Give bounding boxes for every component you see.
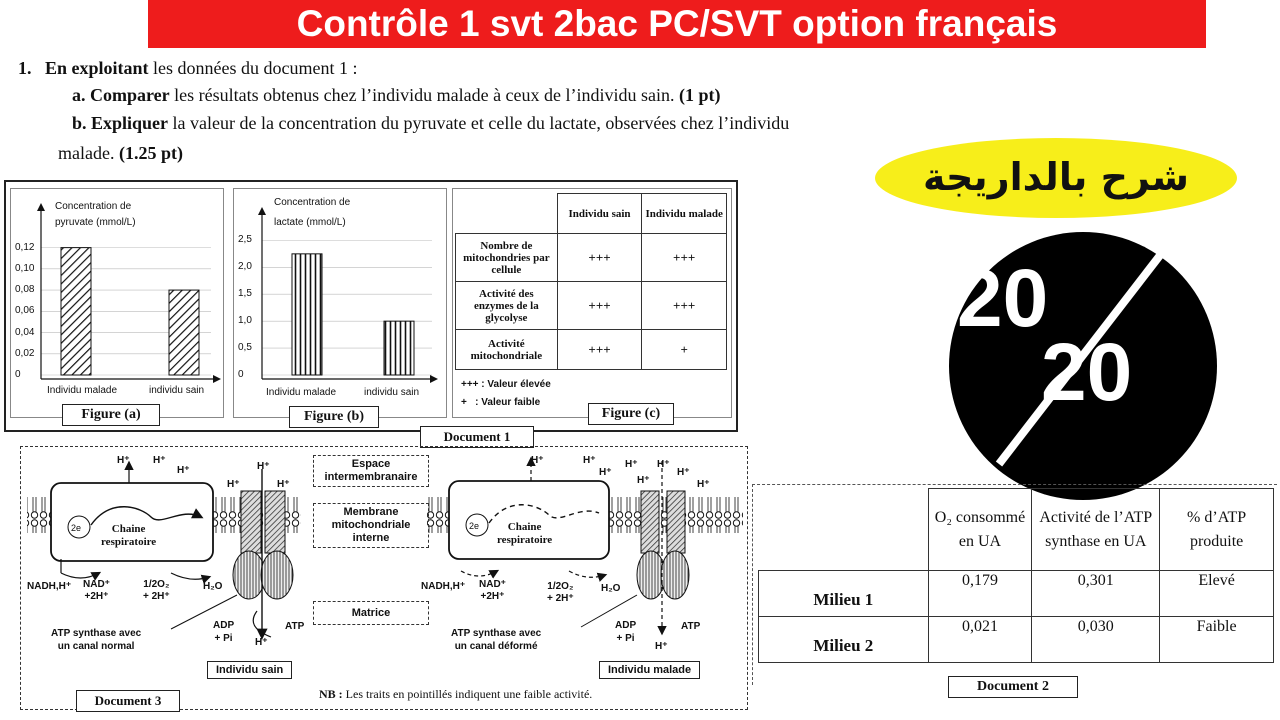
membrane-line-3: interne [352,532,390,544]
electron-label: 2e [71,523,82,533]
nad-line-2: +2H⁺ [84,591,109,602]
figure-c-row-name: Activité des enzymes de la glycolyse [456,282,558,330]
figure-b-ylabel-2: lactate (mmol/L) [274,217,346,228]
atp-synthase-right-head-b [661,551,689,599]
figure-b-cat-1: Individu malade [266,387,337,398]
question-text: malade. [58,143,119,163]
darija-explanation-badge: شرح بالداريجة [875,138,1237,218]
question-a [72,85,721,106]
espace-line-1: Espace [351,458,391,470]
adp-line-2: + Pi [616,633,635,644]
question-b [72,113,789,134]
question-lead: Comparer [90,85,170,105]
chain-label-right [497,521,552,547]
score-bottom: 20 [1041,327,1133,418]
h-plus: H⁺ [227,479,240,490]
nb-text: Les traits en pointillés indiquent une faible activité. [342,687,593,701]
doc2-cell: 0,030 [1032,617,1160,663]
y-tick-label: 0,5 [238,342,252,354]
nad-line-1: NAD⁺ [479,579,506,590]
adp-line-1: ADP [615,620,637,631]
o2-line-1: 1/2O₂ [547,581,574,592]
score-circle [949,232,1217,500]
y-tick-label: 1,0 [238,315,252,327]
h2o-label: H₂O [601,583,621,594]
doc2-header-o2: O₂ consommé en UA [928,489,1032,571]
doc2-header-synthase: Activité de l’ATP synthase en UA [1032,489,1160,571]
document-2-table [758,488,1274,663]
h-plus: H⁺ [637,475,650,486]
figure-c-cell: +++ [557,234,642,282]
bar-2 [384,321,414,375]
question-number: 1. [18,58,32,78]
doc2-cell: 0,021 [928,617,1032,663]
h-plus: H⁺ [277,479,290,490]
question-points: (1 pt) [679,85,721,105]
nad-line-2: +2H⁺ [480,591,505,602]
y-tick-label: 0,02 [15,347,35,359]
document-1-label: Document 1 [420,426,534,448]
score-top: 20 [957,253,1049,344]
doc2-cell: Faible [1160,617,1274,663]
h-plus: H⁺ [177,465,190,476]
document-2-label: Document 2 [948,676,1078,698]
document-3-frame [20,446,748,710]
matrice-label: Matrice [313,601,429,625]
y-tick-label: 2,5 [238,234,252,246]
question-1 [18,58,358,79]
o2-label [547,581,574,605]
doc2-cell: 0,301 [1032,571,1160,617]
chain-word-1: Chaine [111,523,146,535]
nad-line-1: NAD⁺ [83,579,110,590]
h-plus: H⁺ [697,479,710,490]
figure-a-ylabel-2: pyruvate (mmol/L) [55,217,136,228]
atp-synthase-left-head-a [233,551,265,599]
h-plus: H⁺ [583,455,596,466]
figure-b-label: Figure (b) [289,406,379,428]
figure-a-cat-2: individu sain [149,385,205,396]
figure-a-ylabel-1: Concentration de [55,201,132,212]
atp-synthase-right-b [667,491,685,553]
h-plus: H⁺ [657,459,670,470]
o2-label [143,579,170,603]
h2o-label: H₂O [203,581,223,592]
o2-line-1: 1/2O₂ [143,579,170,590]
question-letter: b. [72,113,87,133]
question-lead: En exploitant [45,58,149,78]
figure-c-label: Figure (c) [588,403,674,425]
nad-label [83,579,110,603]
question-text: les résultats obtenus chez l’individu malade à ceux de l’individu sain. [169,85,680,105]
video-title-banner: Contrôle 1 svt 2bac PC/SVT option français [148,0,1206,48]
figure-a-cat-1: Individu malade [47,385,118,396]
figure-c-cell: +++ [557,282,642,330]
figure-c-col-sain: Individu sain [557,194,642,234]
nadh-label: NADH,H⁺ [27,581,72,592]
figure-a-label: Figure (a) [62,404,160,426]
question-b-continued [58,143,183,164]
y-tick-label: 1,5 [238,288,252,300]
h-plus: H⁺ [677,467,690,478]
document-3-label: Document 3 [76,690,180,712]
nad-label [479,579,506,603]
figure-c-panel [452,188,732,418]
h-plus: H⁺ [257,461,270,472]
doc2-cell: Elevé [1160,571,1274,617]
chain-word-2: respiratoire [101,536,157,548]
adp-label-left [213,619,234,645]
h-plus: H⁺ [625,459,638,470]
question-text: la valeur de la concentration du pyruvate et celle du lactate, observées chez l’individu [168,113,790,133]
membrane-line-2: mitochondriale [331,519,411,531]
membrane-label [313,503,429,548]
y-tick-label: 0 [15,369,21,380]
figure-c-row-name: Nombre de mitochondries par cellule [456,234,558,282]
y-tick-label: 0 [238,369,244,380]
individu-sain-label: Individu sain [207,661,292,679]
y-tick-label: 0,04 [15,326,35,338]
h-plus: H⁺ [117,455,130,466]
y-tick-label: 0,08 [15,284,35,296]
adp-line-2: + Pi [214,633,233,644]
adp-line-1: ADP [213,620,235,631]
h-plus: H⁺ [531,455,544,466]
h-plus: H⁺ [153,455,166,466]
figure-b-cat-2: individu sain [364,387,420,398]
bar-1 [61,248,91,375]
figure-c-legend-1: +++ : Valeur élevée [461,379,551,390]
atp-synthase-left-head-b [261,551,293,599]
atp-synthase-right-a [641,491,659,553]
chain-word-2: respiratoire [497,534,553,546]
y-tick-label: 0,12 [15,241,35,253]
bar-1 [292,254,322,375]
synthase-deforme-line-2: un canal déformé [454,641,538,652]
doc2-row-name: Milieu 2 [759,617,929,663]
synthase-deforme-label [451,627,541,653]
figure-b-ylabel-1: Concentration de [274,197,351,208]
y-tick-label: 0,10 [15,262,35,274]
membrane-line-1: Membrane [343,506,399,518]
synthase-deforme-line-1: ATP synthase avec [451,628,542,639]
figure-b-panel [233,188,447,418]
nb-lead: NB : [319,687,343,701]
synthase-normal-line-2: un canal normal [57,641,135,652]
question-text: les données du document 1 : [148,58,358,78]
bar-2 [169,290,199,375]
h-plus: H⁺ [655,641,668,652]
y-tick-label: 2,0 [238,261,252,273]
figure-c-cell: + [642,330,727,370]
atp-synthase-left-b [265,491,285,553]
synthase-normal-line-1: ATP synthase avec [51,628,142,639]
o2-line-2: + 2H⁺ [547,593,574,604]
figure-c-table [455,193,727,370]
doc2-header-atp: % d’ATP produite [1160,489,1274,571]
figure-c-cell: +++ [642,282,727,330]
question-points: (1.25 pt) [118,143,183,163]
atp-synthase-left-a [241,491,261,553]
electron-label: 2e [469,521,480,531]
figure-c-row-name: Activité mitochondriale [456,330,558,370]
espace-label [313,455,429,487]
nadh-label: NADH,H⁺ [421,581,466,592]
doc2-cell: 0,179 [928,571,1032,617]
figure-a-panel [10,188,224,418]
question-letter: a. [72,85,86,105]
espace-line-2: intermembranaire [324,471,418,483]
doc2-row-name: Milieu 1 [759,571,929,617]
adp-label-right [615,619,636,645]
synthase-normal-label [51,627,141,653]
chain-label-left [101,523,156,549]
chain-word-1: Chaine [507,521,542,533]
figure-c-legend-2: + : Valeur faible [461,397,541,408]
figure-c-cell: +++ [642,234,727,282]
nb-note [319,687,592,702]
h-plus: H⁺ [599,467,612,478]
atp-label-left: ATP [285,621,305,632]
figure-c-col-malade: Individu malade [642,194,727,234]
figure-c-cell: +++ [557,330,642,370]
atp-label-right: ATP [681,621,701,632]
y-tick-label: 0,06 [15,305,35,317]
question-lead: Expliquer [91,113,169,133]
o2-line-2: + 2H⁺ [143,591,170,602]
individu-malade-label: Individu malade [599,661,700,679]
h-plus: H⁺ [255,637,268,648]
